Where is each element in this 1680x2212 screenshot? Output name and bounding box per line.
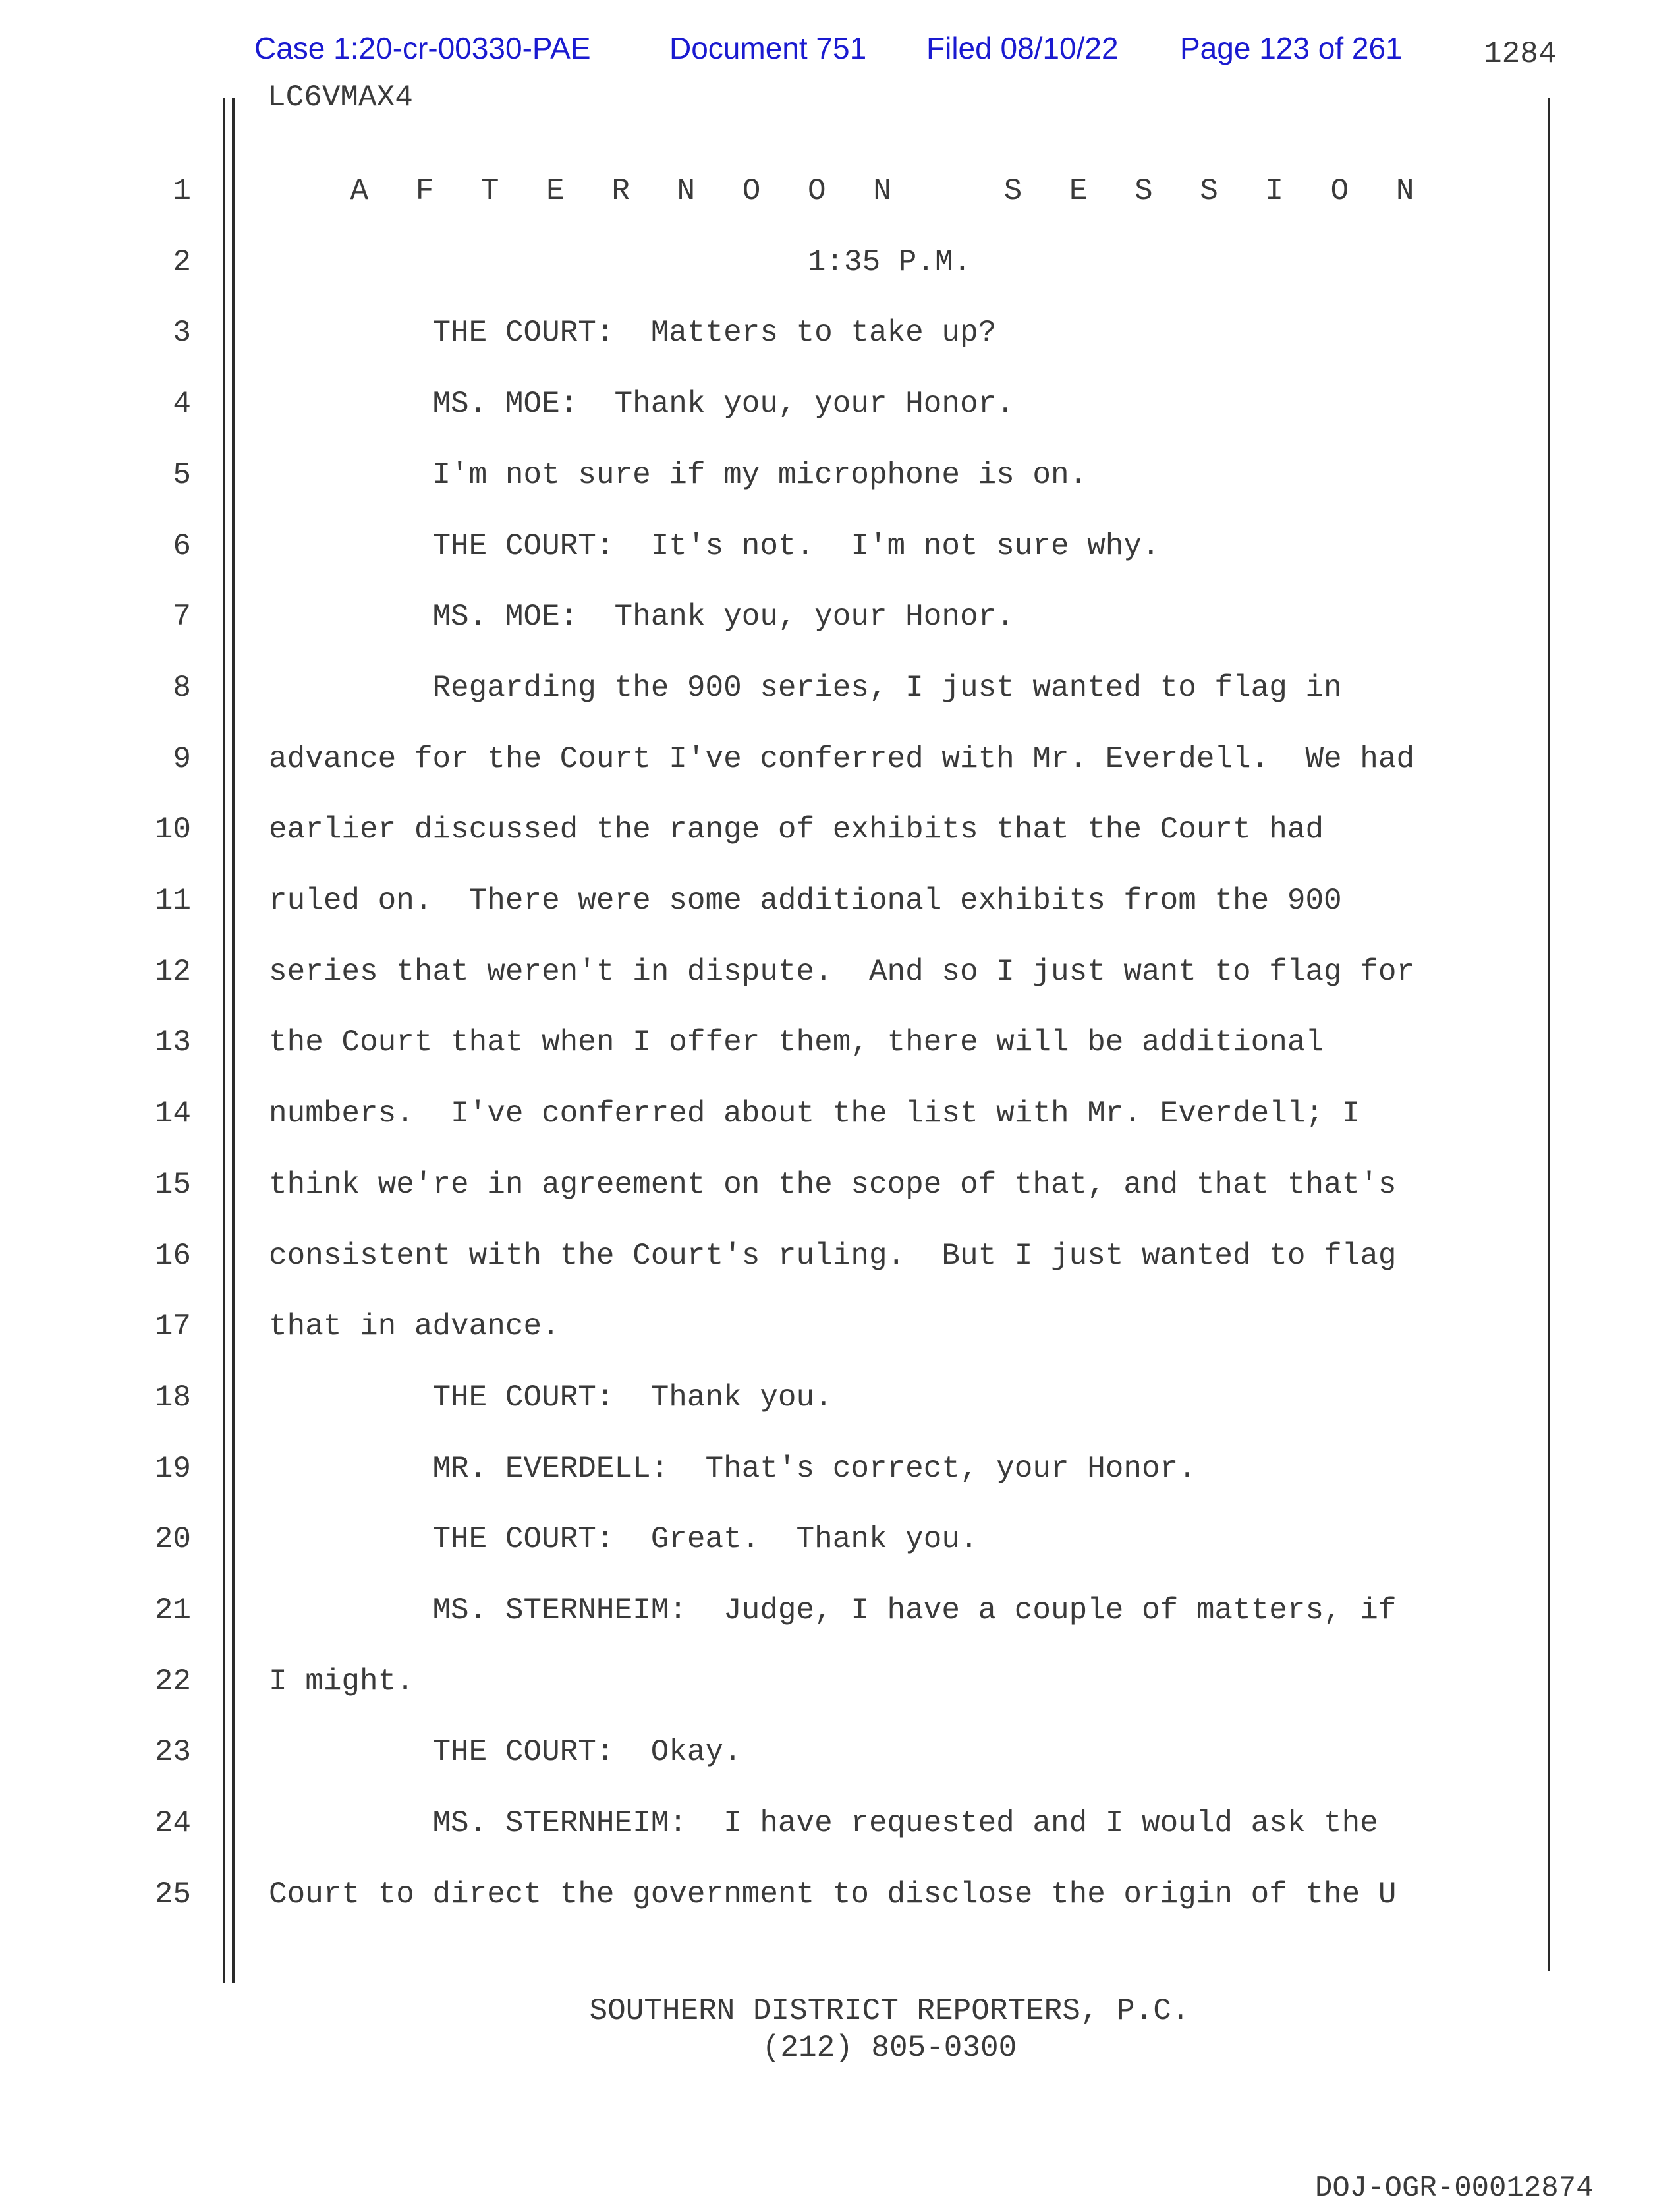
line-number: 5 — [173, 458, 191, 492]
transcript-line: earlier discussed the range of exhibits that the Court had — [269, 812, 1324, 847]
transcript-line: series that weren't in dispute. And so I just want to flag for — [269, 955, 1415, 989]
line-number: 7 — [173, 600, 191, 634]
transcript-line: the Court that when I offer them, there will be additional — [269, 1025, 1324, 1060]
transcript-line: numbers. I've conferred about the list with Mr. Everdell; I — [269, 1096, 1360, 1131]
line-number: 19 — [154, 1452, 191, 1486]
bates-number: DOJ-OGR-00012874 — [1315, 2172, 1594, 2205]
left-margin-rule-inner — [232, 98, 235, 1983]
transcript-line: THE COURT: Great. Thank you. — [269, 1522, 978, 1556]
line-number: 14 — [154, 1096, 191, 1131]
stamp-case-number: Case 1:20-cr-00330-PAE — [254, 31, 591, 65]
transcript-line: MS. MOE: Thank you, your Honor. — [269, 387, 1015, 421]
transcript-line: 1:35 P.M. — [807, 245, 972, 279]
transcript-line: MS. MOE: Thank you, your Honor. — [269, 600, 1015, 634]
line-number: 8 — [173, 671, 191, 705]
line-number: 12 — [154, 955, 191, 989]
line-number: 2 — [173, 245, 191, 279]
line-number: 21 — [154, 1593, 191, 1628]
transcript-line: think we're in agreement on the scope of that, and that that's — [269, 1168, 1397, 1202]
line-number: 1 — [173, 174, 191, 208]
stamp-document-number: Document 751 — [669, 31, 867, 65]
line-number: 6 — [173, 529, 191, 563]
line-number: 3 — [173, 316, 191, 350]
transcript-page-number: 1284 — [1484, 37, 1557, 71]
transcript-line: THE COURT: Matters to take up? — [269, 316, 997, 350]
transcript-line: MS. STERNHEIM: I have requested and I would ask the — [269, 1806, 1378, 1840]
line-number: 4 — [173, 387, 191, 421]
left-margin-rule-outer — [223, 98, 225, 1983]
line-number: 25 — [154, 1877, 191, 1912]
filing-stamp — [254, 30, 1490, 66]
line-number: 22 — [154, 1664, 191, 1699]
transcript-line: THE COURT: Thank you. — [269, 1380, 833, 1415]
session-code: LC6VMAX4 — [267, 80, 413, 115]
transcript-line: consistent with the Court's ruling. But I just wanted to flag — [269, 1239, 1397, 1273]
line-number: 16 — [154, 1239, 191, 1273]
line-number: 11 — [154, 884, 191, 918]
reporter-phone: (212) 805-0300 — [762, 2031, 1017, 2065]
line-number: 24 — [154, 1806, 191, 1840]
transcript-line: THE COURT: Okay. — [269, 1735, 742, 1769]
transcript-line: advance for the Court I've conferred with Mr. Everdell. We had — [269, 742, 1415, 776]
line-number: 13 — [154, 1025, 191, 1060]
transcript-line: I'm not sure if my microphone is on. — [269, 458, 1088, 492]
transcript-line: Court to direct the government to disclose the origin of the U — [269, 1877, 1397, 1912]
stamp-filed-date: Filed 08/10/22 — [926, 31, 1119, 65]
line-number: 9 — [173, 742, 191, 776]
reporter-name: SOUTHERN DISTRICT REPORTERS, P.C. — [589, 1994, 1190, 2028]
line-number: 15 — [154, 1168, 191, 1202]
stamp-page-count: Page 123 of 261 — [1180, 31, 1403, 65]
line-number: 18 — [154, 1380, 191, 1415]
transcript-line: MS. STERNHEIM: Judge, I have a couple of matters, if — [269, 1593, 1397, 1628]
right-margin-rule — [1548, 98, 1550, 1971]
transcript-line: I might. — [269, 1664, 414, 1699]
line-number: 17 — [154, 1309, 191, 1344]
transcript-line: ruled on. There were some additional exhibits from the 900 — [269, 884, 1342, 918]
transcript-line: MR. EVERDELL: That's correct, your Honor. — [269, 1452, 1196, 1486]
transcript-line: that in advance. — [269, 1309, 560, 1344]
line-number: 23 — [154, 1735, 191, 1769]
transcript-line: A F T E R N O O N S E S S I O N — [350, 174, 1429, 208]
line-number: 20 — [154, 1522, 191, 1556]
court-reporter-footer — [0, 1993, 1680, 2066]
transcript-line: THE COURT: It's not. I'm not sure why. — [269, 529, 1160, 563]
line-number: 10 — [154, 812, 191, 847]
transcript-line: Regarding the 900 series, I just wanted to flag in — [269, 671, 1342, 705]
